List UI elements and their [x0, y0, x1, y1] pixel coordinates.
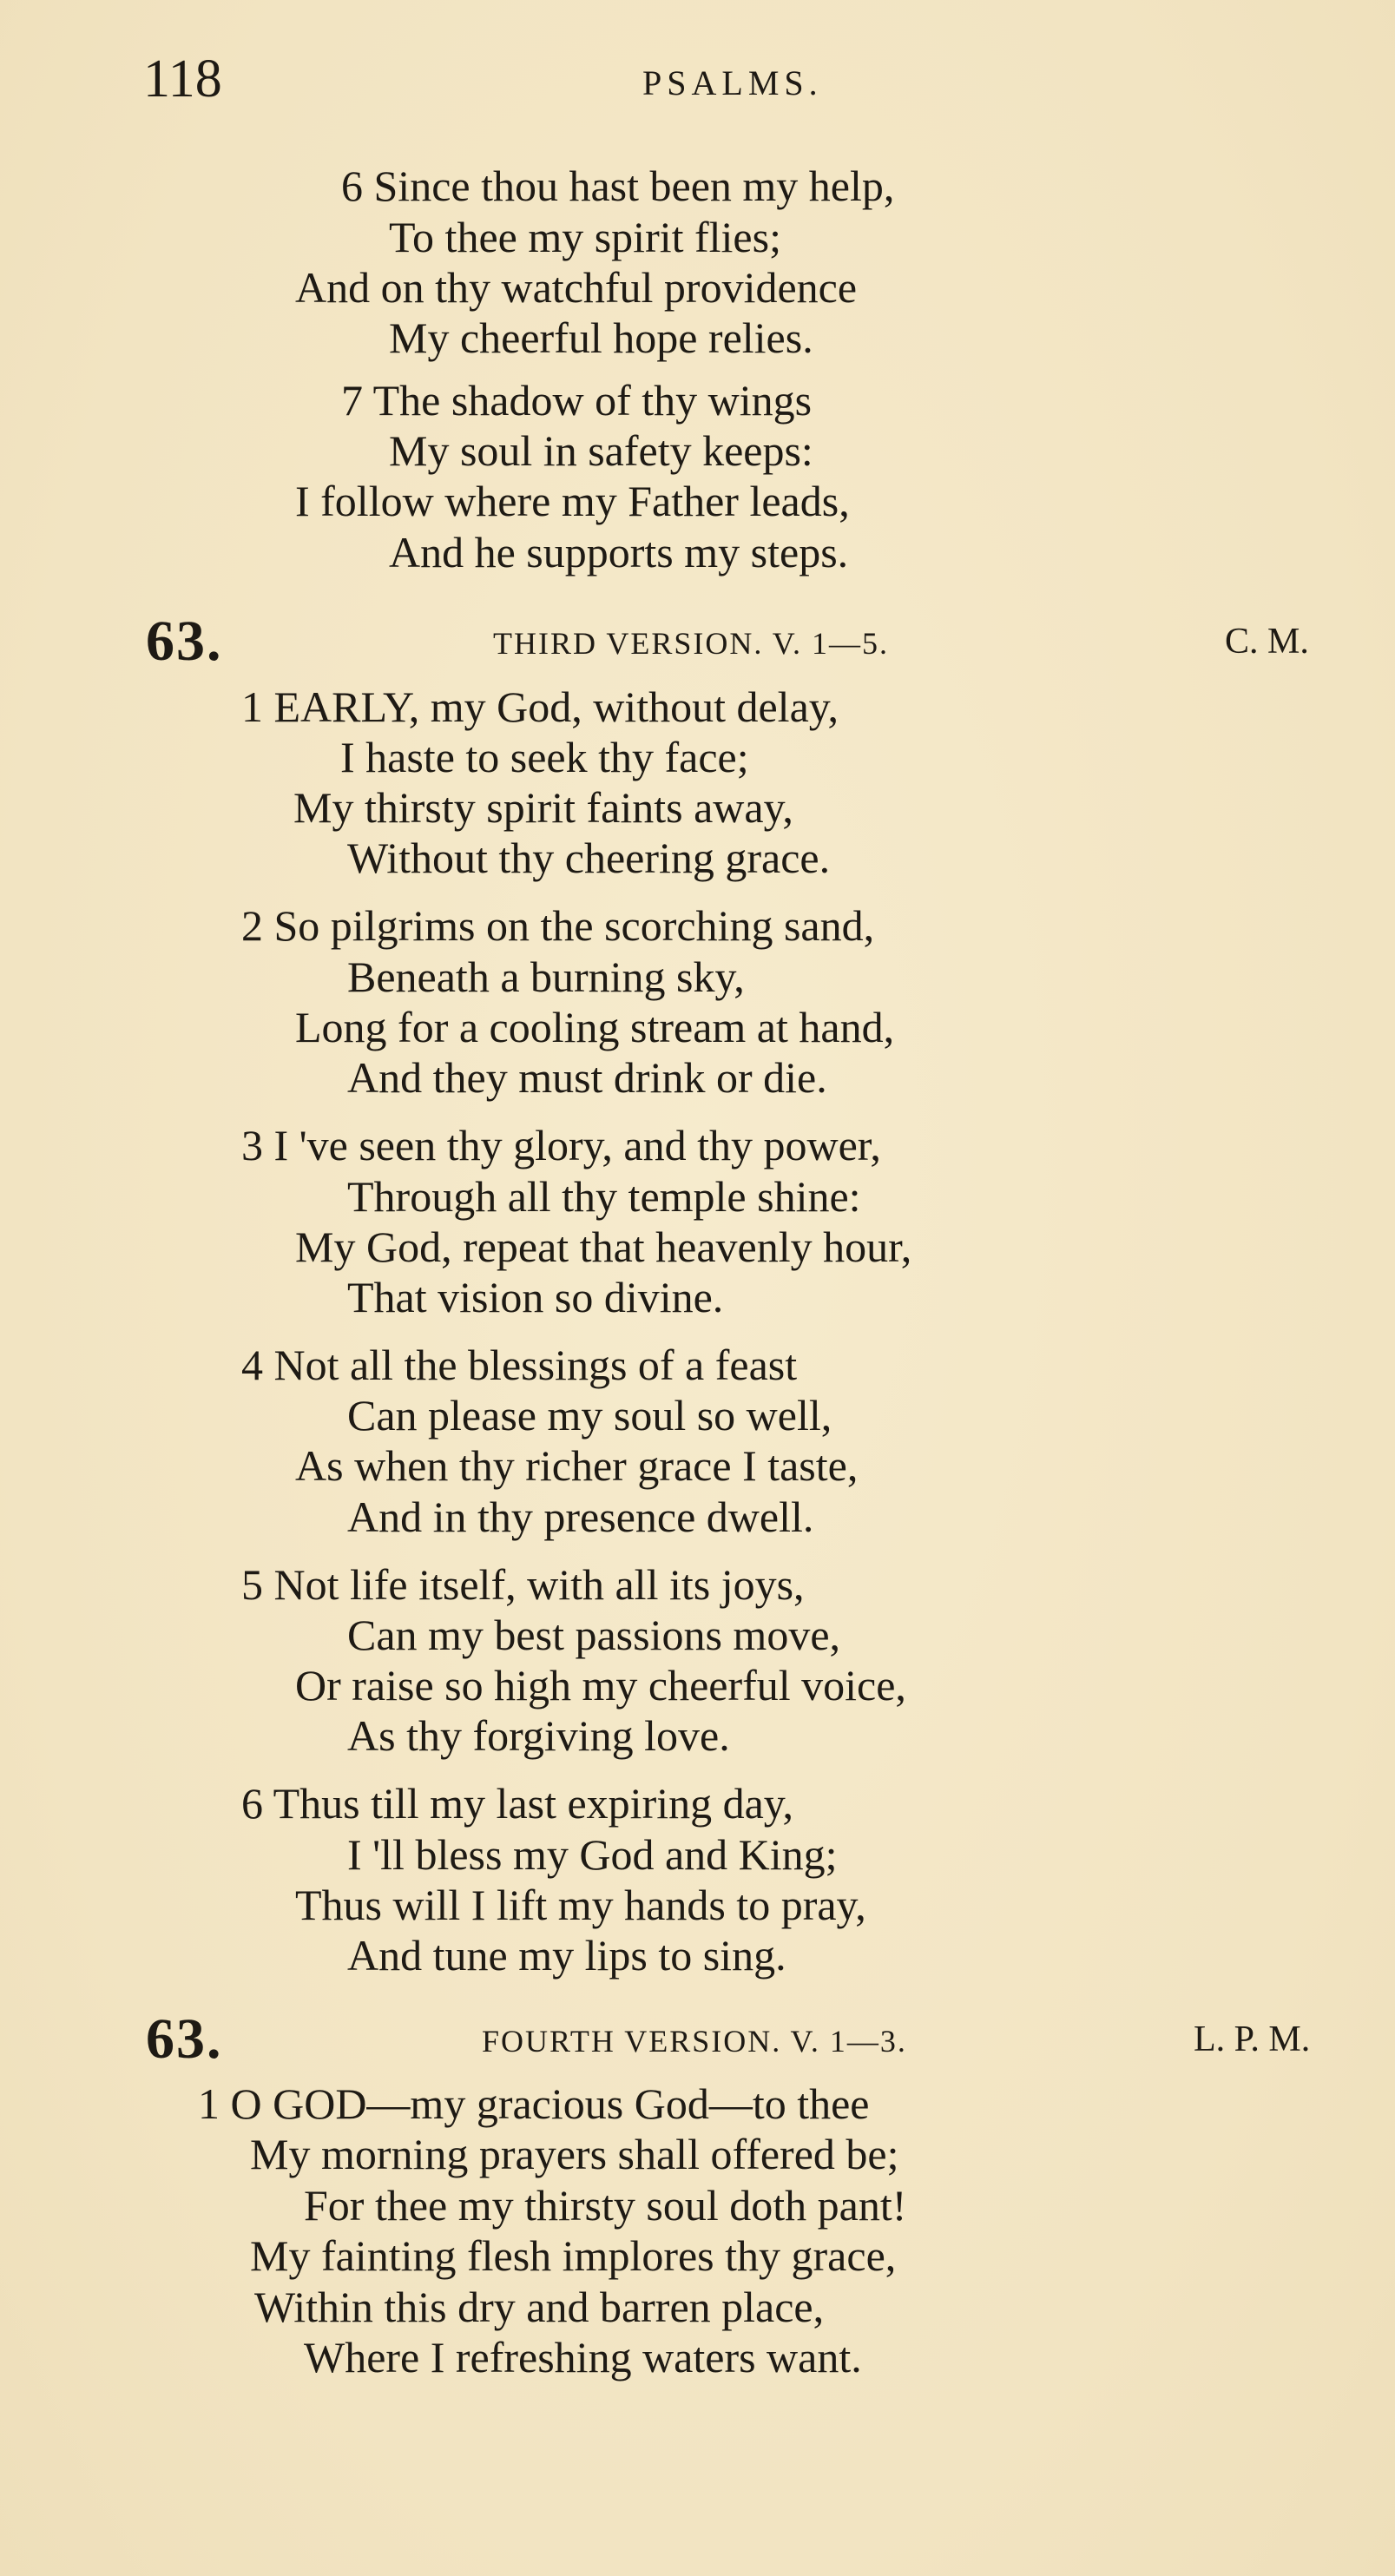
- psalm-number: 63.: [146, 609, 223, 673]
- verse-line: 6 Thus till my last expiring day,: [241, 1779, 794, 1828]
- verse-line: Without thy cheering grace.: [347, 833, 831, 882]
- verse-line: 1 EARLY, my God, without delay,: [241, 682, 839, 731]
- version-title: FOURTH VERSION. V. 1—3.: [482, 2024, 907, 2059]
- verse-line: My soul in safety keeps:: [389, 426, 813, 475]
- verse-line: 5 Not life itself, with all its joys,: [241, 1560, 805, 1609]
- verse-line: And in thy presence dwell.: [347, 1492, 814, 1541]
- verse-line: My fainting flesh implores thy grace,: [250, 2231, 897, 2280]
- meter-label: C. M.: [1225, 622, 1309, 662]
- verse-line: As when thy richer grace I taste,: [295, 1441, 859, 1490]
- verse-line: Beneath a burning sky,: [347, 952, 745, 1001]
- verse-line: Within this dry and barren place,: [254, 2283, 825, 2331]
- psalm-heading-third-version: [146, 611, 1344, 672]
- verse-line: Can my best passions move,: [347, 1611, 841, 1659]
- running-head: PSALMS.: [642, 63, 823, 102]
- verse-line: Thus will I lift my hands to pray,: [295, 1881, 866, 1929]
- verse-line: And they must drink or die.: [347, 1053, 827, 1102]
- psalm-heading-fourth-version: [146, 2009, 1344, 2070]
- verse-line: Where I refreshing waters want.: [304, 2333, 862, 2382]
- page-number: 118: [143, 49, 222, 109]
- verse-line: 2 So pilgrims on the scorching sand,: [241, 901, 875, 950]
- verse-line: I haste to seek thy face;: [340, 733, 749, 781]
- verse-line: My God, repeat that heavenly hour,: [295, 1222, 912, 1271]
- verse-line: My morning prayers shall offered be;: [250, 2130, 899, 2178]
- verse-line: And he supports my steps.: [389, 528, 849, 576]
- verse-line: For thee my thirsty soul doth pant!: [304, 2181, 907, 2230]
- verse-line: 1 O GOD—my gracious God—to thee: [198, 2079, 870, 2128]
- verse-line: 3 I 've seen thy glory, and thy power,: [241, 1121, 881, 1169]
- verse-line: And tune my lips to sing.: [347, 1931, 786, 1980]
- verse-line: Through all thy temple shine:: [347, 1172, 861, 1221]
- verse-line: That vision so divine.: [347, 1273, 724, 1321]
- verse-line: I 'll bless my God and King;: [347, 1830, 838, 1879]
- verse-line: 7 The shadow of thy wings: [341, 376, 813, 425]
- verse-line: Can please my soul so well,: [347, 1391, 832, 1440]
- verse-line: I follow where my Father leads,: [295, 477, 850, 525]
- verse-line: Or raise so high my cheerful voice,: [295, 1661, 906, 1710]
- verse-line: My thirsty spirit faints away,: [293, 783, 793, 832]
- verse-line: And on thy watchful providence: [295, 263, 858, 312]
- verse-line: 6 Since thou hast been my help,: [341, 161, 895, 210]
- verse-line: Long for a cooling stream at hand,: [295, 1003, 895, 1051]
- meter-label: L. P. M.: [1194, 2019, 1311, 2059]
- page-header: [143, 40, 1341, 118]
- verse-line: As thy forgiving love.: [347, 1711, 730, 1760]
- verse-line: To thee my spirit flies;: [389, 213, 781, 261]
- psalm-number: 63.: [146, 2007, 223, 2071]
- version-title: THIRD VERSION. V. 1—5.: [493, 626, 890, 661]
- verse-line: My cheerful hope relies.: [389, 313, 813, 362]
- verse-line: 4 Not all the blessings of a feast: [241, 1341, 798, 1389]
